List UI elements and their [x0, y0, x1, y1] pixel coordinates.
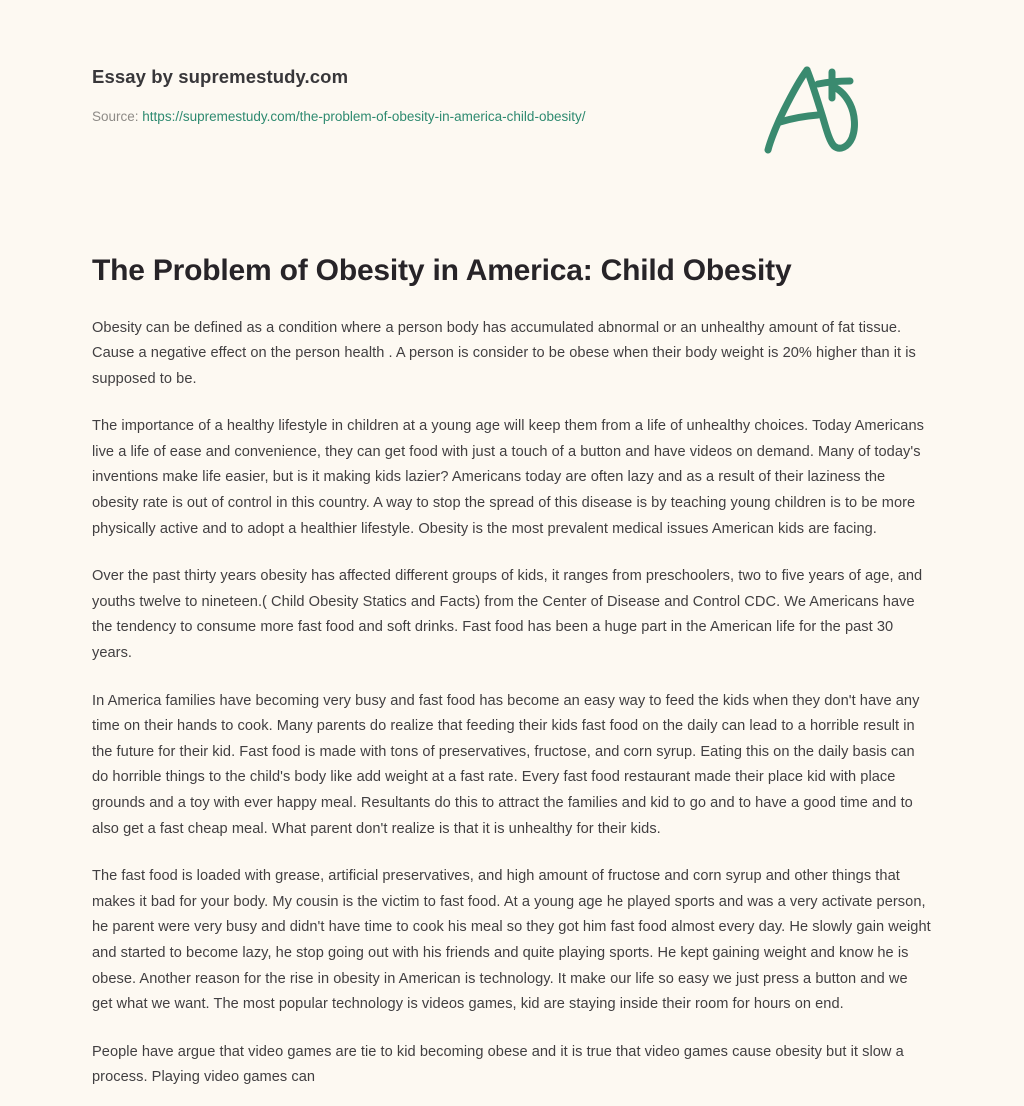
paragraph: Over the past thirty years obesity has affected different groups of kids, it ranges from preschoolers, two to five years of age, and youths twelve to nineteen.( Child Obesity Statics and Facts) from the Center of Disease and Control CDC. We Americans have the tendency to consume more fast food and soft drinks. Fast food has been a huge part in the American life for the past 30 years. [92, 568, 923, 662]
page-header [92, 0, 932, 124]
paragraph: Obesity can be defined as a condition where a person body has accumulated abnormal or an unhealthy amount of fat tissue. Cause a negative effect on the person health . A person is consider to be obese when their body weight is 20% higher than it is supposed to be. [92, 319, 916, 387]
paragraph: The fast food is loaded with grease, artificial preservatives, and high amount of fructose and corn syrup and other things that makes it bad for your body. My cousin is the victim to fast food. At a young age he played sports and was a very activate person, he parent were very busy and didn't have time to cook his meal so they got him fast food almost every day. He slowly gain weight and started to become lazy, he stop going out with his friends and quite playing sports. He kept gaining weight and know he is obese. Another reason for the rise in obesity in American is technology. It make our life so easy we just press a button and we get what we want. The most popular technology is videos games, kid are staying inside their room for hours on end. [92, 868, 931, 1013]
byline: Essay by supremestudy.com [92, 66, 349, 87]
a-plus-logo-icon [760, 58, 870, 158]
paragraph: In America families have becoming very busy and fast food has become an easy way to feed the kids when they don't have any time on their hands to cook. Many parents do realize that feeding their kids fast food on the daily can lead to a horrible result in the future for their kid. Fast food is made with tons of preservatives, fructose, and corn syrup. Eating this on the daily basis can do horrible things to the child's body like add weight at a fast rate. Every fast food restaurant made their place kid with place grounds and a toy with ever happy meal. Resultants do this to attract the families and kid to go and to have a good time and to also get a fast cheap meal. What parent don't realize is that it is unhealthy for their kids. [92, 692, 920, 837]
essay-body [92, 290, 932, 1091]
paragraph: The importance of a healthy lifestyle in children at a young age will keep them from a life of unhealthy choices. Today Americans live a life of ease and convenience, they can get food with just a touch of a button and have videos on demand. Many of today's inventions make life easier, but is it making kids lazier? Americans today are often lazy and as a result of their laziness the obesity rate is out of control in this country. A way to stop the spread of this disease is by teaching young children is to be more physically active and to adopt a healthier lifestyle. Obesity is the most prevalent medical issues American kids are facing. [92, 418, 924, 537]
paragraph: People have argue that video games are tie to kid becoming obese and it is true that video games cause obesity but it slow a process. Playing video games can [92, 1043, 904, 1086]
source-label: Source: [92, 109, 139, 125]
source-url-link[interactable]: https://supremestudy.com/the-problem-of-obesity-in-america-child-obesity/ [142, 109, 586, 125]
page-title: The Problem of Obesity in America: Child Obesity [92, 254, 792, 287]
